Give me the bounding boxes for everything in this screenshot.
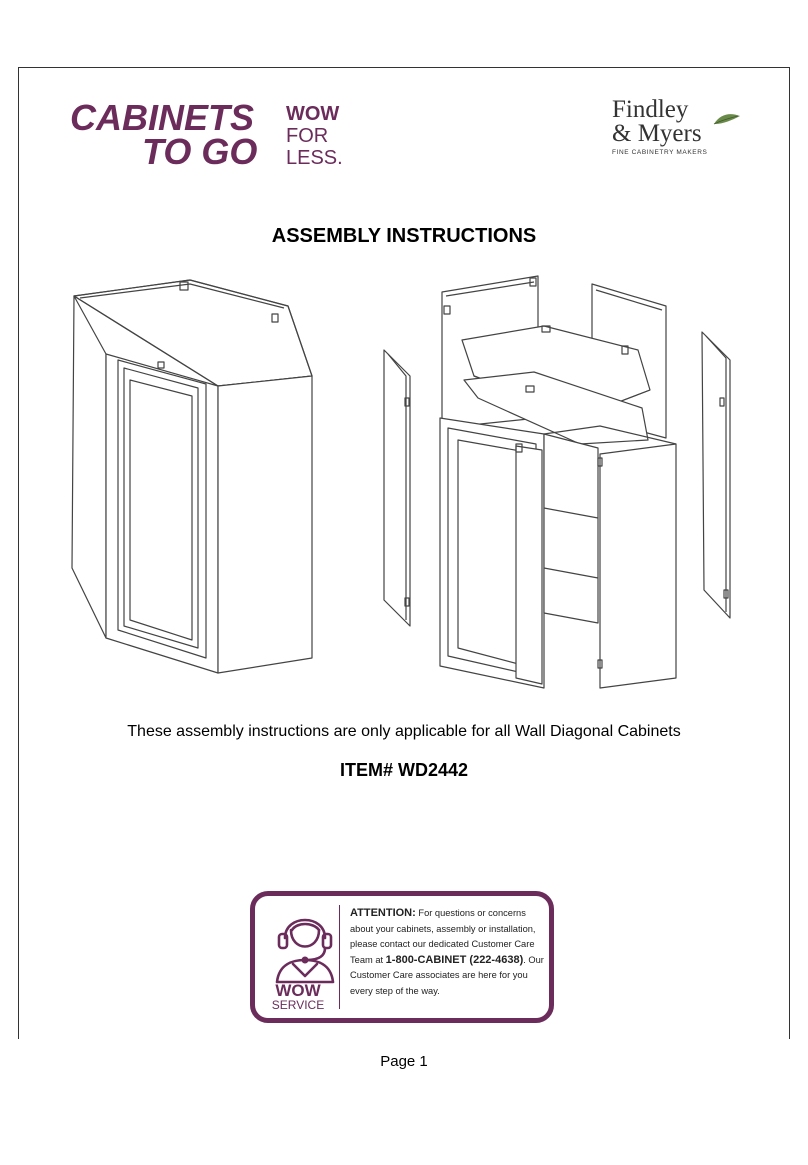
fm-line-2: & Myers — [612, 120, 702, 147]
fm-line-1: Findley — [612, 96, 689, 123]
wow-service-badge — [262, 983, 334, 1012]
attention-text-1: For questions or concerns about your cabinets, assembly or installation, please contact our dedicated Customer Care Team at — [350, 908, 536, 965]
tagline-less: LESS. — [286, 147, 343, 169]
attention-text-2: . Our Customer Care associates are here for you every step of the way. — [350, 954, 544, 996]
logo-line-2: TO GO — [142, 131, 258, 172]
fm-subtitle: FINE CABINETRY MAKERS — [612, 149, 708, 156]
tagline-wow: WOW — [286, 103, 340, 125]
applicability-description: These assembly instructions are only applicable for all Wall Diagonal Cabinets — [127, 723, 681, 740]
assembled-cabinet-drawing — [72, 280, 312, 673]
side-panel-left-drawing — [384, 350, 410, 626]
findley-myers-logo — [612, 98, 734, 168]
attention-notice — [350, 906, 546, 999]
logo-tagline — [286, 103, 343, 169]
leaf-icon — [712, 110, 742, 128]
page-number: Page 1 — [380, 1053, 428, 1070]
badge-wow: WOW — [275, 981, 321, 1000]
cabinet-body-drawing — [440, 418, 676, 688]
logo-line-1: CABINETS — [70, 97, 255, 138]
cabinets-to-go-logo — [70, 97, 346, 173]
badge-service: SERVICE — [271, 998, 325, 1012]
attention-heading: ATTENTION: — [350, 907, 416, 919]
customer-care-phone[interactable]: 1-800-CABINET (222-4638) — [385, 953, 524, 966]
box-divider — [339, 905, 340, 1009]
item-number: ITEM# WD2442 — [339, 760, 469, 780]
page-title: ASSEMBLY INSTRUCTIONS — [271, 225, 537, 247]
side-panel-right-drawing — [702, 332, 730, 618]
tagline-for: FOR — [286, 125, 329, 147]
cabinet-illustration — [60, 268, 750, 698]
